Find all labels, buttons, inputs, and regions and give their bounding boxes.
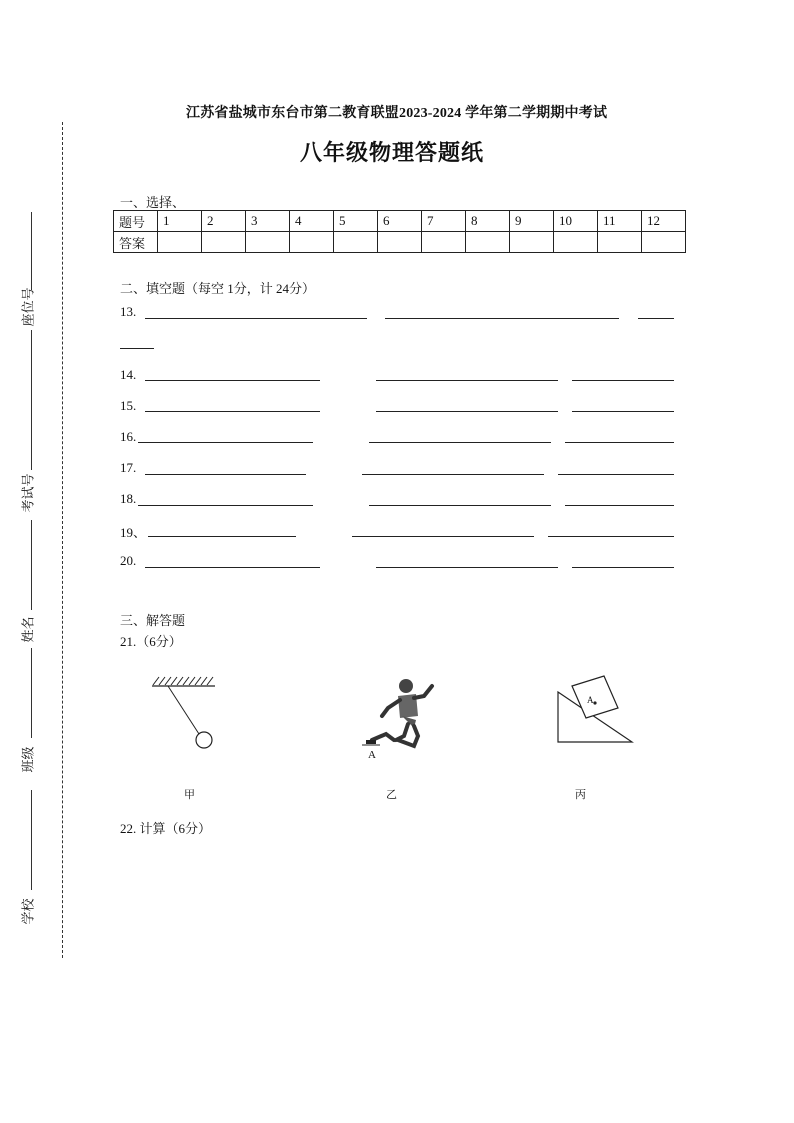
question-number: 11 [598,211,642,232]
answer-cell[interactable] [246,232,290,253]
answer-cell[interactable] [290,232,334,253]
answer-blank[interactable] [120,348,154,349]
name-rule [31,520,32,610]
class-label: 班级 [21,746,37,773]
answer-blank[interactable] [376,411,558,412]
question-number: 12 [642,211,686,232]
question-number: 8 [466,211,510,232]
question-17-number: 17. [120,460,137,475]
seat-label: 座位号 [21,287,37,327]
binding-dashed-line [62,122,63,958]
name-label: 姓名 [21,616,37,643]
question-number: 6 [378,211,422,232]
exam-no-rule [31,330,32,470]
question-number: 3 [246,211,290,232]
pendulum-figure [145,672,225,757]
figure-label-bing: 丙 [575,789,586,801]
answer-blank[interactable] [572,380,674,381]
class-rule [31,648,32,738]
question-number: 2 [202,211,246,232]
school-rule [31,790,32,890]
answer-cell[interactable] [202,232,246,253]
answer-blank[interactable] [362,474,544,475]
answer-cell[interactable] [510,232,554,253]
seat-rule [31,212,32,290]
row-header-answer: 答案 [114,232,158,253]
section3-title: 三、解答题 [120,613,186,628]
answer-blank[interactable] [572,411,674,412]
question-number: 4 [290,211,334,232]
answer-blank[interactable] [148,536,296,537]
answer-blank[interactable] [138,505,313,506]
answer-blank[interactable] [558,474,674,475]
exam-no-label: 考试号 [21,473,37,513]
question-21-title: 21.（6分） [120,634,182,649]
table-row [114,232,686,253]
answer-blank[interactable] [145,474,306,475]
answer-cell[interactable] [466,232,510,253]
question-15-number: 15. [120,398,137,413]
answer-blank[interactable] [385,318,619,319]
answer-cell[interactable] [554,232,598,253]
question-18-number: 18. [120,491,137,506]
paper-title: 八年级物理答题纸 [300,140,485,165]
answer-cell[interactable] [642,232,686,253]
answer-blank[interactable] [138,442,313,443]
exam-title: 江苏省盐城市东台市第二教育联盟2023-2024 学年第二学期期中考试 [186,106,608,121]
answer-blank[interactable] [145,318,367,319]
table-row [114,211,686,232]
question-22-title: 22. 计算（6分） [120,821,212,836]
question-20-number: 20. [120,553,137,568]
question-13-number: 13. [120,304,137,319]
question-number: 1 [158,211,202,232]
question-number: 9 [510,211,554,232]
block-point-label: A [587,695,594,705]
incline-figure [552,674,640,746]
answer-blank[interactable] [369,442,551,443]
question-16-number: 16. [120,429,137,444]
runner-point-label: A [368,749,376,761]
question-number: 7 [422,211,466,232]
answer-blank[interactable] [145,411,320,412]
answer-blank[interactable] [638,318,674,319]
answer-blank[interactable] [565,505,674,506]
answer-blank[interactable] [572,567,674,568]
answer-cell[interactable] [598,232,642,253]
section1-title: 一、选择、 [120,195,186,210]
question-number: 5 [334,211,378,232]
figure-label-jia: 甲 [184,789,195,801]
answer-cell[interactable] [378,232,422,253]
question-14-number: 14. [120,367,137,382]
answer-blank[interactable] [145,567,320,568]
answer-blank[interactable] [548,536,674,537]
answer-cell[interactable] [334,232,378,253]
row-header-number: 题号 [114,211,158,232]
answer-blank[interactable] [145,380,320,381]
school-label: 学校 [21,898,37,925]
answer-table [113,210,686,253]
answer-blank[interactable] [376,380,558,381]
answer-blank[interactable] [565,442,674,443]
answer-blank[interactable] [369,505,551,506]
question-number: 10 [554,211,598,232]
figure-label-yi: 乙 [386,789,397,801]
answer-blank[interactable] [376,567,558,568]
question-19-number: 19、 [120,525,147,540]
answer-cell[interactable] [158,232,202,253]
section2-title: 二、填空题（每空 1分，计 24分） [120,281,316,296]
answer-blank[interactable] [352,536,534,537]
answer-cell[interactable] [422,232,466,253]
